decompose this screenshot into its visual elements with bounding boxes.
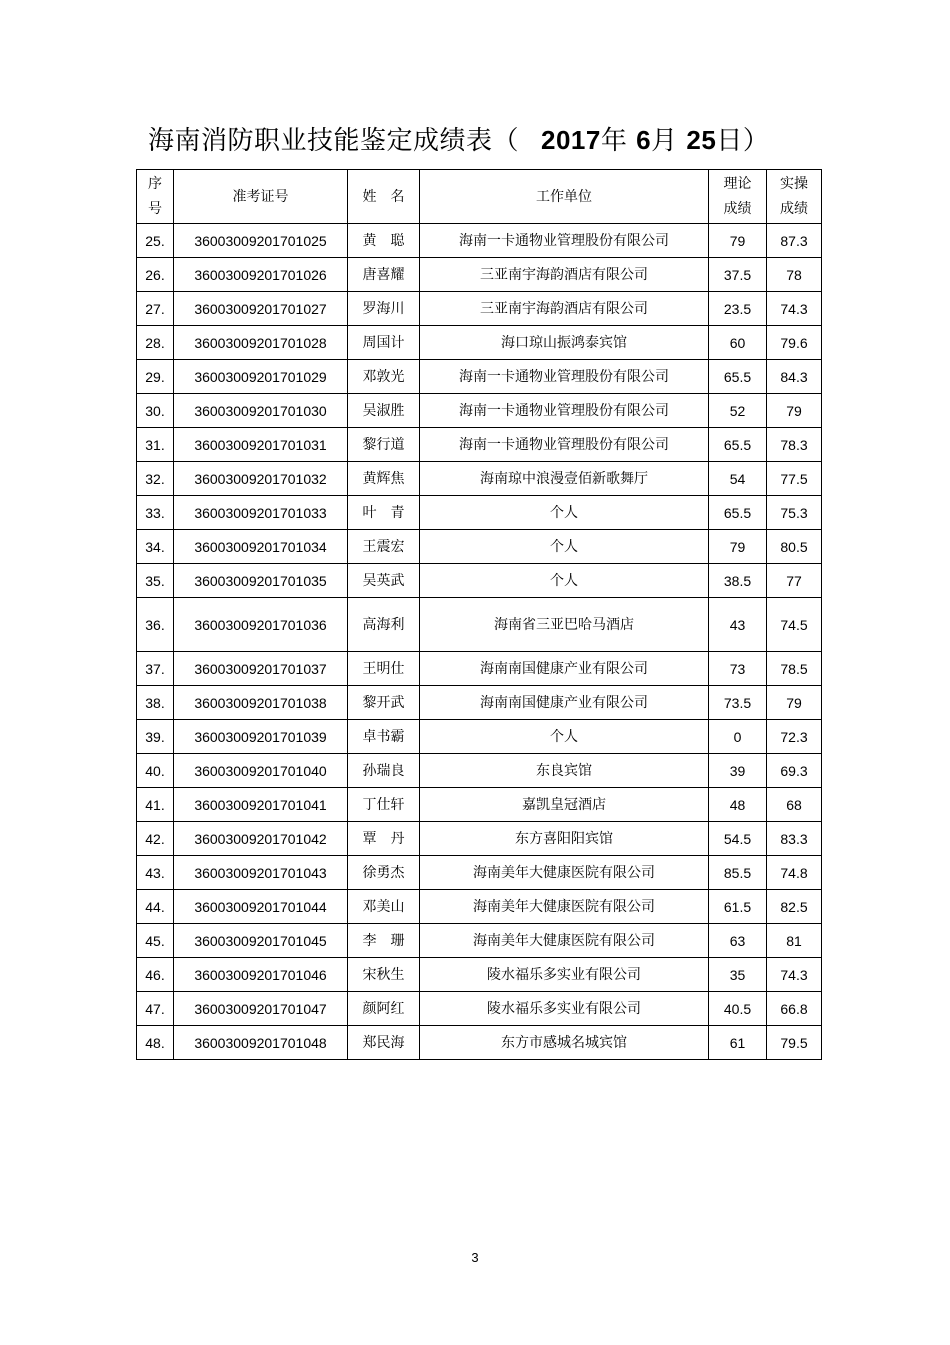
- cell-practical: 79.5: [767, 1026, 822, 1060]
- cell-theory: 60: [709, 326, 767, 360]
- cell-id: 36003009201701029: [174, 360, 348, 394]
- cell-name: 黎开武: [348, 686, 420, 720]
- cell-name: 黄辉焦: [348, 462, 420, 496]
- cell-id: 36003009201701037: [174, 652, 348, 686]
- cell-practical: 78.5: [767, 652, 822, 686]
- cell-id: 36003009201701028: [174, 326, 348, 360]
- table-row: [137, 890, 822, 924]
- cell-seq: 39.: [137, 720, 174, 754]
- cell-theory: 23.5: [709, 292, 767, 326]
- title-year-unit: 年: [600, 126, 628, 156]
- cell-name: 吴淑胜: [348, 394, 420, 428]
- cell-name: 吴英武: [348, 564, 420, 598]
- cell-id: 36003009201701036: [174, 598, 348, 652]
- cell-unit: 东良宾馆: [420, 754, 709, 788]
- cell-seq: 31.: [137, 428, 174, 462]
- cell-practical: 68: [767, 788, 822, 822]
- header-practical-line1: 实操: [780, 175, 808, 192]
- table-row: [137, 822, 822, 856]
- header-name: 姓 名: [348, 170, 420, 224]
- cell-unit: 三亚南宇海韵酒店有限公司: [420, 258, 709, 292]
- cell-name: 颜阿红: [348, 992, 420, 1026]
- cell-seq: 47.: [137, 992, 174, 1026]
- title-year: 2017: [541, 125, 601, 155]
- cell-practical: 80.5: [767, 530, 822, 564]
- table-row: [137, 958, 822, 992]
- cell-unit: 陵水福乐多实业有限公司: [420, 958, 709, 992]
- cell-theory: 39: [709, 754, 767, 788]
- cell-name: 叶 青: [348, 496, 420, 530]
- table-row: [137, 686, 822, 720]
- cell-seq: 41.: [137, 788, 174, 822]
- cell-seq: 26.: [137, 258, 174, 292]
- header-seq-line2: 号: [148, 200, 162, 217]
- cell-name: 卓书霸: [348, 720, 420, 754]
- table-row: [137, 394, 822, 428]
- cell-unit: 个人: [420, 496, 709, 530]
- table-row: [137, 292, 822, 326]
- cell-id: 36003009201701030: [174, 394, 348, 428]
- cell-id: 36003009201701046: [174, 958, 348, 992]
- cell-id: 36003009201701041: [174, 788, 348, 822]
- cell-seq: 33.: [137, 496, 174, 530]
- cell-theory: 52: [709, 394, 767, 428]
- cell-seq: 28.: [137, 326, 174, 360]
- cell-seq: 38.: [137, 686, 174, 720]
- table-header-row: [137, 170, 822, 224]
- cell-unit: 海南省三亚巴哈马酒店: [420, 598, 709, 652]
- cell-name: 徐勇杰: [348, 856, 420, 890]
- cell-theory: 79: [709, 530, 767, 564]
- cell-seq: 30.: [137, 394, 174, 428]
- cell-id: 36003009201701033: [174, 496, 348, 530]
- cell-unit: 三亚南宇海韵酒店有限公司: [420, 292, 709, 326]
- cell-unit: 东方喜阳阳宾馆: [420, 822, 709, 856]
- table-row: [137, 856, 822, 890]
- cell-seq: 40.: [137, 754, 174, 788]
- cell-id: 36003009201701031: [174, 428, 348, 462]
- title-day-unit: 日）: [716, 126, 770, 156]
- cell-seq: 32.: [137, 462, 174, 496]
- cell-practical: 75.3: [767, 496, 822, 530]
- cell-id: 36003009201701045: [174, 924, 348, 958]
- cell-theory: 61.5: [709, 890, 767, 924]
- cell-unit: 海口琼山振鸿泰宾馆: [420, 326, 709, 360]
- cell-unit: 个人: [420, 564, 709, 598]
- cell-id: 36003009201701035: [174, 564, 348, 598]
- table-row: [137, 462, 822, 496]
- cell-name: 王明仕: [348, 652, 420, 686]
- cell-id: 36003009201701025: [174, 224, 348, 258]
- cell-unit: 海南琼中浪漫壹佰新歌舞厅: [420, 462, 709, 496]
- cell-practical: 84.3: [767, 360, 822, 394]
- cell-theory: 65.5: [709, 496, 767, 530]
- cell-theory: 35: [709, 958, 767, 992]
- cell-unit: 海南一卡通物业管理股份有限公司: [420, 360, 709, 394]
- cell-id: 36003009201701042: [174, 822, 348, 856]
- cell-practical: 66.8: [767, 992, 822, 1026]
- cell-id: 36003009201701034: [174, 530, 348, 564]
- cell-practical: 78.3: [767, 428, 822, 462]
- cell-name: 李 珊: [348, 924, 420, 958]
- cell-seq: 34.: [137, 530, 174, 564]
- title-month-unit: 月: [651, 126, 678, 156]
- cell-name: 覃 丹: [348, 822, 420, 856]
- header-theory-line1: 理论: [723, 175, 752, 192]
- cell-practical: 77: [767, 564, 822, 598]
- cell-theory: 37.5: [709, 258, 767, 292]
- title-day: 25: [686, 125, 717, 155]
- table-row: [137, 924, 822, 958]
- cell-seq: 46.: [137, 958, 174, 992]
- cell-unit: 海南一卡通物业管理股份有限公司: [420, 428, 709, 462]
- cell-theory: 85.5: [709, 856, 767, 890]
- cell-name: 邓敦光: [348, 360, 420, 394]
- header-seq-line1: 序: [148, 175, 162, 192]
- cell-name: 邓美山: [348, 890, 420, 924]
- cell-seq: 42.: [137, 822, 174, 856]
- cell-unit: 海南美年大健康医院有限公司: [420, 856, 709, 890]
- cell-name: 丁仕轩: [348, 788, 420, 822]
- table-row: [137, 788, 822, 822]
- table-row: [137, 530, 822, 564]
- cell-id: 36003009201701038: [174, 686, 348, 720]
- header-theory: [709, 170, 767, 224]
- cell-practical: 78: [767, 258, 822, 292]
- cell-unit: 海南美年大健康医院有限公司: [420, 924, 709, 958]
- cell-name: 周国计: [348, 326, 420, 360]
- table-row: [137, 564, 822, 598]
- header-theory-line2: 成绩: [723, 200, 752, 217]
- cell-theory: 65.5: [709, 360, 767, 394]
- cell-name: 孙瑞良: [348, 754, 420, 788]
- table-row: [137, 496, 822, 530]
- cell-name: 罗海川: [348, 292, 420, 326]
- cell-theory: 73.5: [709, 686, 767, 720]
- cell-practical: 79.6: [767, 326, 822, 360]
- cell-id: 36003009201701044: [174, 890, 348, 924]
- cell-id: 36003009201701027: [174, 292, 348, 326]
- cell-id: 36003009201701047: [174, 992, 348, 1026]
- cell-seq: 27.: [137, 292, 174, 326]
- cell-unit: 个人: [420, 530, 709, 564]
- cell-seq: 44.: [137, 890, 174, 924]
- table-row: [137, 224, 822, 258]
- cell-seq: 36.: [137, 598, 174, 652]
- cell-practical: 69.3: [767, 754, 822, 788]
- cell-unit: 个人: [420, 720, 709, 754]
- cell-name: 郑民海: [348, 1026, 420, 1060]
- cell-unit: 海南一卡通物业管理股份有限公司: [420, 224, 709, 258]
- cell-practical: 74.5: [767, 598, 822, 652]
- cell-practical: 87.3: [767, 224, 822, 258]
- cell-id: 36003009201701039: [174, 720, 348, 754]
- cell-practical: 74.3: [767, 958, 822, 992]
- table-row: [137, 1026, 822, 1060]
- cell-theory: 0: [709, 720, 767, 754]
- cell-practical: 74.3: [767, 292, 822, 326]
- table-row: [137, 754, 822, 788]
- cell-name: 宋秋生: [348, 958, 420, 992]
- cell-id: 36003009201701048: [174, 1026, 348, 1060]
- cell-practical: 79: [767, 394, 822, 428]
- cell-unit: 海南美年大健康医院有限公司: [420, 890, 709, 924]
- table-row: [137, 360, 822, 394]
- header-practical: [767, 170, 822, 224]
- cell-unit: 海南南国健康产业有限公司: [420, 652, 709, 686]
- cell-unit: 海南一卡通物业管理股份有限公司: [420, 394, 709, 428]
- cell-seq: 45.: [137, 924, 174, 958]
- cell-theory: 54: [709, 462, 767, 496]
- cell-theory: 54.5: [709, 822, 767, 856]
- cell-practical: 82.5: [767, 890, 822, 924]
- table-row: [137, 326, 822, 360]
- cell-unit: 嘉凯皇冠酒店: [420, 788, 709, 822]
- cell-theory: 79: [709, 224, 767, 258]
- cell-unit: 陵水福乐多实业有限公司: [420, 992, 709, 1026]
- cell-id: 36003009201701026: [174, 258, 348, 292]
- cell-id: 36003009201701032: [174, 462, 348, 496]
- cell-unit: 海南南国健康产业有限公司: [420, 686, 709, 720]
- cell-theory: 61: [709, 1026, 767, 1060]
- cell-practical: 79: [767, 686, 822, 720]
- cell-id: 36003009201701043: [174, 856, 348, 890]
- cell-theory: 48: [709, 788, 767, 822]
- cell-id: 36003009201701040: [174, 754, 348, 788]
- cell-theory: 40.5: [709, 992, 767, 1026]
- cell-practical: 77.5: [767, 462, 822, 496]
- table-row: [137, 598, 822, 652]
- cell-name: 黎行道: [348, 428, 420, 462]
- header-seq: [137, 170, 174, 224]
- cell-theory: 38.5: [709, 564, 767, 598]
- cell-practical: 74.8: [767, 856, 822, 890]
- header-unit: 工作单位: [420, 170, 709, 224]
- cell-practical: 81: [767, 924, 822, 958]
- title-prefix: 海南消防职业技能鉴定成绩表（: [148, 126, 520, 156]
- cell-name: 黄 聪: [348, 224, 420, 258]
- cell-unit: 东方市感城名城宾馆: [420, 1026, 709, 1060]
- cell-theory: 73: [709, 652, 767, 686]
- cell-seq: 25.: [137, 224, 174, 258]
- table-row: [137, 720, 822, 754]
- cell-name: 高海利: [348, 598, 420, 652]
- cell-name: 唐喜耀: [348, 258, 420, 292]
- cell-seq: 29.: [137, 360, 174, 394]
- header-id: 准考证号: [174, 170, 348, 224]
- cell-practical: 83.3: [767, 822, 822, 856]
- cell-theory: 65.5: [709, 428, 767, 462]
- header-practical-line2: 成绩: [780, 200, 808, 217]
- title-month: 6: [636, 125, 652, 155]
- page-title: [148, 120, 769, 160]
- score-table: [136, 169, 822, 1060]
- table-row: [137, 258, 822, 292]
- cell-seq: 48.: [137, 1026, 174, 1060]
- table-row: [137, 652, 822, 686]
- cell-seq: 35.: [137, 564, 174, 598]
- cell-practical: 72.3: [767, 720, 822, 754]
- cell-seq: 43.: [137, 856, 174, 890]
- table-row: [137, 428, 822, 462]
- cell-seq: 37.: [137, 652, 174, 686]
- cell-name: 王震宏: [348, 530, 420, 564]
- cell-theory: 43: [709, 598, 767, 652]
- table-row: [137, 992, 822, 1026]
- cell-theory: 63: [709, 924, 767, 958]
- page-number: 3: [471, 1250, 479, 1265]
